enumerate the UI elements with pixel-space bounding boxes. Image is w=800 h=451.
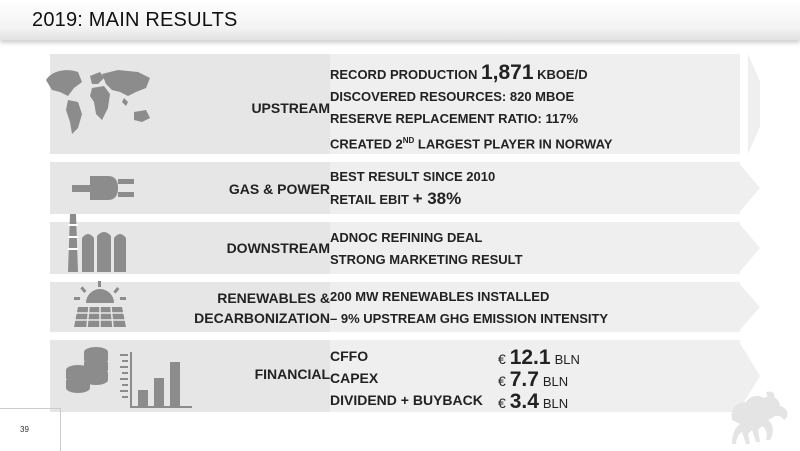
row-upstream bbox=[50, 54, 740, 154]
page-number-box bbox=[0, 408, 61, 451]
refinery-icon bbox=[64, 214, 134, 274]
six-legged-dog-logo bbox=[722, 390, 792, 446]
gas-power-line-best: BEST RESULT SINCE 2010 bbox=[330, 169, 496, 184]
financial-item-value: € 7.7 BLN bbox=[498, 368, 569, 391]
renewables-content bbox=[330, 286, 608, 330]
renewables-label-line1: RENEWABLES & bbox=[217, 290, 330, 306]
financial-item-value: € 3.4 BLN bbox=[498, 390, 569, 413]
gas-power-content bbox=[330, 166, 495, 211]
financial-item-value: € 12.1 BLN bbox=[498, 346, 580, 369]
upstream-line-resources: DISCOVERED RESOURCES: 820 MBOE bbox=[330, 89, 575, 104]
financial-label: FINANCIAL bbox=[254, 366, 330, 382]
gas-power-label: GAS & POWER bbox=[228, 181, 330, 197]
renewables-label-line2: DECARBONIZATION bbox=[194, 310, 330, 326]
title-bar bbox=[0, 0, 800, 40]
page-title: 2019: MAIN RESULTS bbox=[32, 9, 238, 31]
financial-item-name: CFFO bbox=[330, 348, 369, 364]
financial-row-dividend bbox=[330, 390, 630, 412]
financial-row-capex bbox=[330, 368, 630, 390]
renewables-line-installed: 200 MW RENEWABLES INSTALLED bbox=[330, 289, 550, 304]
renewables-line-ghg: – 9% UPSTREAM GHG EMISSION INTENSITY bbox=[330, 311, 609, 326]
row-downstream bbox=[50, 222, 740, 274]
financial-table bbox=[330, 346, 630, 412]
power-plug-icon bbox=[72, 170, 136, 206]
upstream-line-norway: CREATED 2ND LARGEST PLAYER IN NORWAY bbox=[330, 136, 613, 152]
upstream-line-production: RECORD PRODUCTION 1,871 KBOE/D bbox=[330, 61, 588, 84]
downstream-label: DOWNSTREAM bbox=[226, 240, 330, 256]
renewables-label bbox=[145, 288, 330, 328]
financial-item-name: DIVIDEND + BUYBACK bbox=[330, 392, 483, 408]
downstream-line-marketing: STRONG MARKETING RESULT bbox=[330, 252, 523, 267]
upstream-line-replacement: RESERVE REPLACEMENT RATIO: 117% bbox=[330, 111, 579, 126]
downstream-content bbox=[330, 227, 523, 271]
upstream-content bbox=[330, 62, 612, 155]
row-gas-power bbox=[50, 162, 740, 214]
solar-panel-icon bbox=[70, 281, 130, 331]
world-map-icon bbox=[38, 62, 158, 142]
row-renewables bbox=[50, 282, 740, 332]
financial-row-cffo bbox=[330, 346, 630, 368]
downstream-line-adnoc: ADNOC REFINING DEAL bbox=[330, 230, 483, 245]
row-financial bbox=[50, 340, 740, 412]
page-number: 39 bbox=[20, 425, 29, 434]
upstream-label: UPSTREAM bbox=[251, 100, 330, 116]
financial-item-name: CAPEX bbox=[330, 370, 379, 386]
gas-power-line-ebit: RETAIL EBIT + 38% bbox=[330, 189, 462, 208]
